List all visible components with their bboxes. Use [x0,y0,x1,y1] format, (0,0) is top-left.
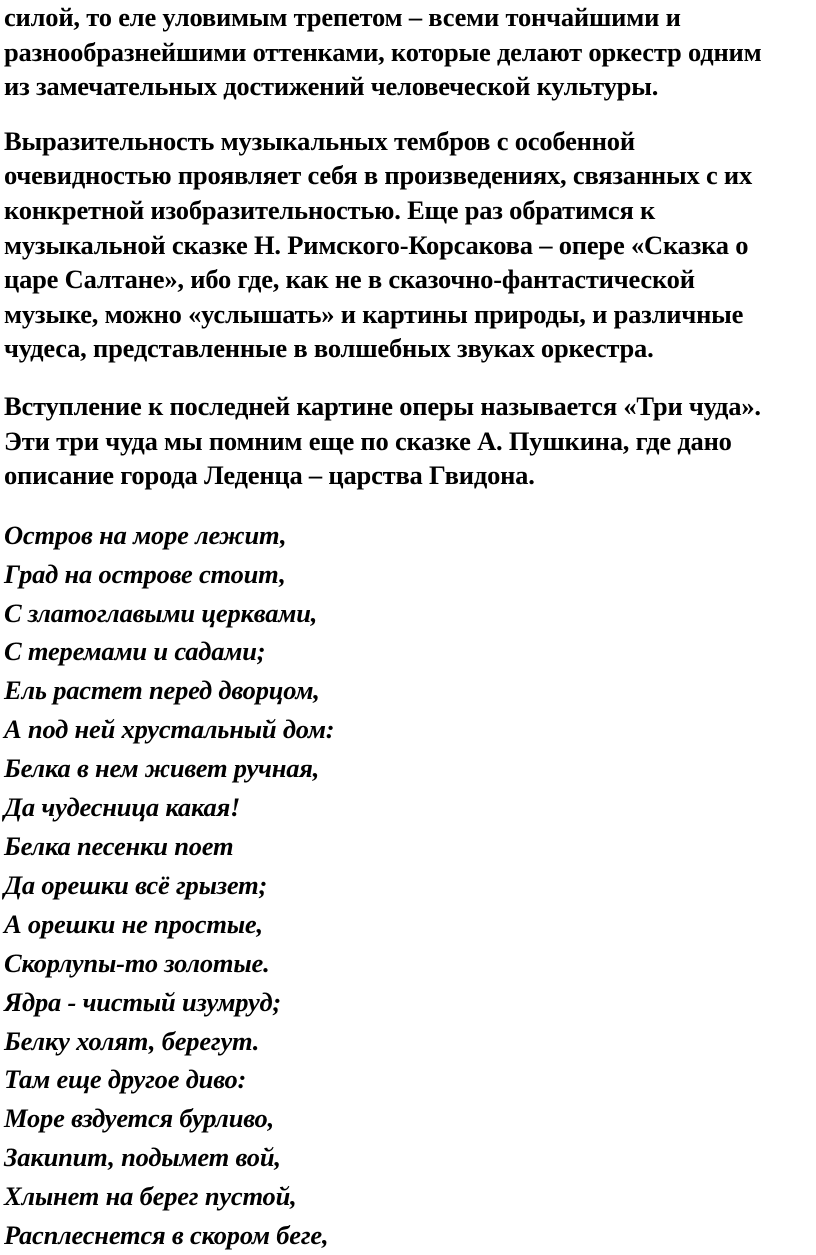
poem-line: Град на острове стоит, [4,558,286,589]
text-line: описание города Леденца – царства Гвидона. [4,460,535,491]
poem-line: С златоглавыми церквами, [4,597,318,628]
text-line: из замечательных достижений человеческой культуры. [4,71,659,102]
text-line: музыке, можно «услышать» и картины природы, и различные [4,298,744,329]
paragraph-orchestra-shades [4,0,808,104]
poem-line: Белка песенки поет [4,830,234,861]
poem-line: Да чудесница какая! [4,792,241,823]
paragraph-three-wonders [4,389,808,493]
poem-line: Море вздуется бурливо, [4,1103,275,1134]
text-line: Выразительность музыкальных тембров с особенной [4,125,635,156]
poem-line: Закипит, подымет вой, [4,1142,281,1173]
poem-line: А орешки не простые, [4,908,263,939]
poem-line: Остров на море лежит, [4,519,287,550]
poem-line: Белка в нем живет ручная, [4,753,320,784]
poem-excerpt [4,516,808,1255]
paragraph-timbre-expressiveness [4,124,808,366]
poem-line: С теремами и садами; [4,636,266,667]
text-line: очевидностью проявляет себя в произведениях, связанных с их [4,160,753,191]
text-line: чудеса, представленные в волшебных звуках оркестра. [4,333,654,364]
text-line: разнообразнейшими оттенками, которые делают оркестр одним [4,36,762,67]
poem-line: Ель растет перед дворцом, [4,675,320,706]
poem-line: Там еще другое диво: [4,1064,247,1095]
poem-line: Расплеснется в скором беге, [4,1220,329,1251]
text-line: музыкальной сказке Н. Римского-Корсакова – опере «Сказка о [4,229,749,260]
text-line: Эти три чуда мы помним еще по сказке А. Пушкина, где дано [4,425,732,456]
text-line: силой, то еле уловимым трепетом – всеми тончайшими и [4,2,681,32]
poem-line: Белку холят, берегут. [4,1025,260,1056]
poem-line: Хлынет на берег пустой, [4,1181,297,1212]
poem-line: Скорлупы-то золотые. [4,947,270,978]
text-line: царе Салтане», ибо где, как не в сказочно-фантастической [4,264,695,295]
text-line: Вступление к последней картине оперы называется «Три чуда». [4,390,761,421]
poem-line: Да орешки всё грызет; [4,869,268,900]
poem-line: А под ней хрустальный дом: [4,714,335,745]
poem-line: Ядра - чистый изумруд; [4,986,282,1017]
text-line: конкретной изобразительностью. Еще раз обратимся к [4,194,656,225]
